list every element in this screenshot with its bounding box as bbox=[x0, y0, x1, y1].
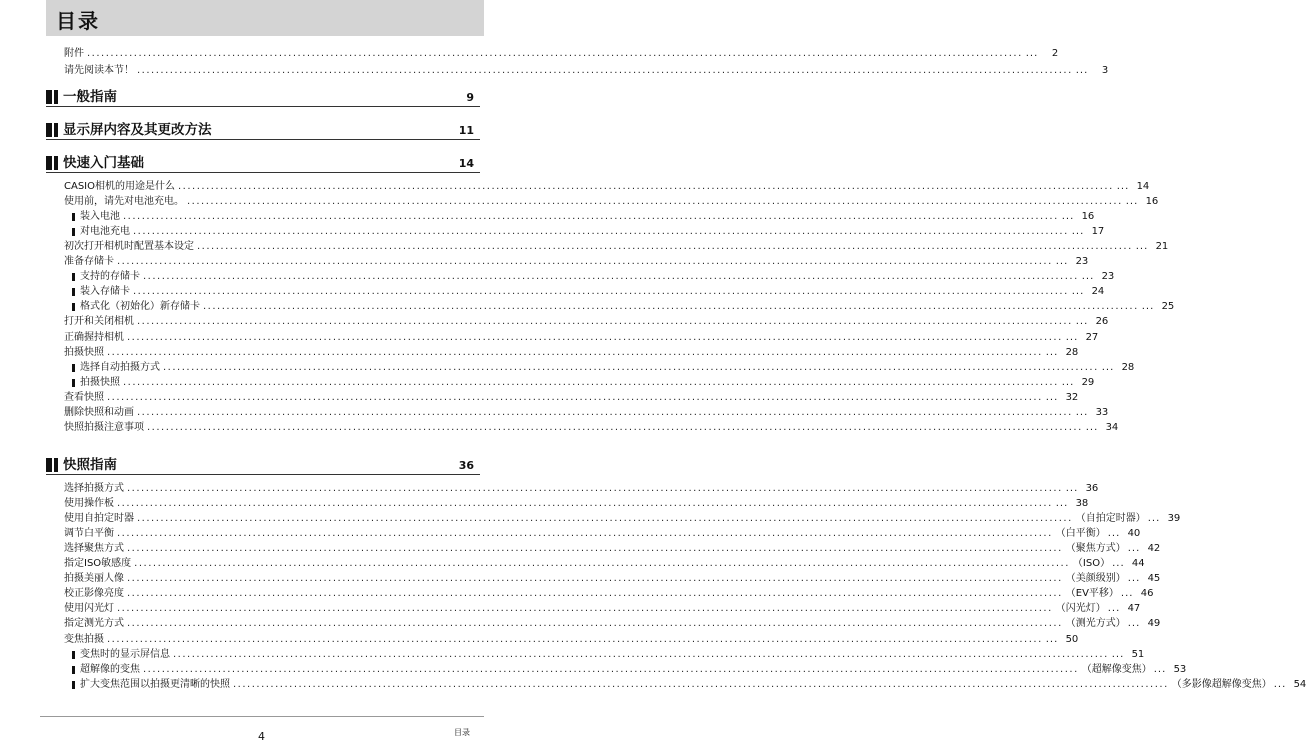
dot-leader: ........................................................................................................................................................................................................ bbox=[127, 573, 1063, 584]
toc-entry-page: 39 bbox=[1167, 513, 1181, 524]
toc-entry-page: 16 bbox=[1145, 196, 1159, 207]
dot-leader: ........................................................................................................................................................................................................ bbox=[107, 392, 1043, 403]
dot-leader: ........................................................................................................................................................................................................ bbox=[147, 422, 1083, 433]
dot-leader-end: ... bbox=[1120, 588, 1134, 599]
dot-leader: ........................................................................................................................................................................................................ bbox=[163, 362, 1099, 373]
dot-leader-end: ... bbox=[1061, 377, 1075, 388]
section-title: 显示屏内容及其更改方法 bbox=[63, 122, 212, 138]
dot-leader-end: ... bbox=[1071, 286, 1085, 297]
toc-entry-label: 对电池充电 bbox=[80, 226, 130, 237]
toc-entry-page: 16 bbox=[1081, 211, 1095, 222]
toc-entry-note: （美颜级别） bbox=[1065, 573, 1126, 584]
dot-leader: ........................................................................................................................................................................................................ bbox=[127, 332, 1063, 343]
dot-leader: ........................................................................................................................................................................................................ bbox=[143, 664, 1079, 675]
toc-entry-label: 使用自拍定时器 bbox=[64, 513, 134, 524]
toc-entry[interactable] bbox=[64, 496, 1089, 510]
dot-leader-end: ... bbox=[1111, 649, 1125, 660]
toc-entry-label: 选择自动拍摄方式 bbox=[80, 362, 160, 373]
footer-divider bbox=[40, 716, 484, 717]
toc-subentry[interactable] bbox=[72, 375, 1095, 389]
toc-subentry[interactable] bbox=[72, 224, 1105, 238]
toc-entry-label: 变焦时的显示屏信息 bbox=[80, 649, 170, 660]
dot-leader: ........................................................................................................................................................................................................ bbox=[107, 634, 1043, 645]
toc-entry-label: 调节白平衡 bbox=[64, 528, 114, 539]
dot-leader-end: ... bbox=[1125, 196, 1139, 207]
toc-entry[interactable] bbox=[64, 541, 1161, 555]
dot-leader: ........................................................................................................................................................................................................ bbox=[233, 679, 1169, 690]
dot-leader: ........................................................................................................................................................................................................ bbox=[133, 286, 1069, 297]
toc-entry-label: 查看快照 bbox=[64, 392, 104, 403]
dot-leader: ........................................................................................................................................................................................................ bbox=[137, 316, 1073, 327]
toc-entry-page: 50 bbox=[1065, 634, 1079, 645]
bullet-marker-icon bbox=[72, 666, 75, 674]
toc-entry-label: 初次打开相机时配置基本设定 bbox=[64, 241, 194, 252]
toc-entry-page: 46 bbox=[1140, 588, 1154, 599]
dot-leader-end: ... bbox=[1135, 241, 1149, 252]
toc-entry-label: 指定ISO敏感度 bbox=[64, 558, 132, 569]
dot-leader-end: ... bbox=[1075, 316, 1089, 327]
toc-entry[interactable] bbox=[64, 194, 1159, 208]
section-page: 9 bbox=[466, 91, 474, 104]
toc-entry[interactable] bbox=[64, 601, 1141, 615]
dot-leader-end: ... bbox=[1045, 347, 1059, 358]
toc-entry-note: （测光方式） bbox=[1065, 618, 1126, 629]
dot-leader-end: ... bbox=[1045, 392, 1059, 403]
toc-entry-label: 指定测光方式 bbox=[64, 618, 124, 629]
toc-entry-label: 附件 bbox=[64, 48, 84, 59]
toc-subentry[interactable] bbox=[72, 209, 1095, 223]
dot-leader: ........................................................................................................................................................................................................ bbox=[133, 226, 1069, 237]
toc-entry[interactable] bbox=[64, 586, 1154, 600]
toc-entry-page: 24 bbox=[1091, 286, 1105, 297]
dot-leader-end: ... bbox=[1127, 618, 1141, 629]
toc-entry-page: 51 bbox=[1131, 649, 1145, 660]
dot-leader: ........................................................................................................................................................................................................ bbox=[127, 588, 1063, 599]
toc-subentry[interactable] bbox=[72, 647, 1145, 661]
bullet-marker-icon bbox=[72, 364, 75, 372]
toc-entry-label: 变焦拍摄 bbox=[64, 634, 104, 645]
dot-leader: ........................................................................................................................................................................................................ bbox=[117, 498, 1053, 509]
toc-entry-label: 使用闪光灯 bbox=[64, 603, 114, 614]
toc-entry-label: 超解像的变焦 bbox=[80, 664, 140, 675]
dot-leader: ........................................................................................................................................................................................................ bbox=[137, 407, 1073, 418]
toc-entry[interactable] bbox=[64, 571, 1161, 585]
toc-entry-label: 格式化（初始化）新存储卡 bbox=[80, 301, 200, 312]
toc-entry-label: 拍摄快照 bbox=[64, 347, 104, 358]
dot-leader: ........................................................................................................................................................................................................ bbox=[123, 377, 1059, 388]
toc-entry-label: 扩大变焦范围以拍摄更清晰的快照 bbox=[80, 679, 230, 690]
dot-leader: ........................................................................................................................................................................................................ bbox=[117, 603, 1053, 614]
dot-leader-end: ... bbox=[1116, 181, 1130, 192]
toc-entry-label: 请先阅读本节！ bbox=[64, 65, 134, 76]
toc-entry[interactable] bbox=[64, 616, 1161, 630]
toc-entry-label: CASIO相机的用途是什么 bbox=[64, 181, 175, 192]
dot-leader-end: ... bbox=[1055, 498, 1069, 509]
dot-leader-end: ... bbox=[1045, 634, 1059, 645]
page-header bbox=[46, 0, 484, 36]
section-title: 快速入门基础 bbox=[63, 155, 144, 171]
toc-entry[interactable] bbox=[64, 390, 1079, 404]
dot-leader-end: ... bbox=[1061, 211, 1075, 222]
toc-entry-page: 3 bbox=[1101, 65, 1109, 76]
dot-leader-end: ... bbox=[1055, 256, 1069, 267]
toc-entry[interactable] bbox=[64, 526, 1141, 540]
toc-entry-page: 33 bbox=[1095, 407, 1109, 418]
toc-subentry[interactable] bbox=[72, 662, 1187, 676]
dot-leader-end: ... bbox=[1075, 65, 1089, 76]
toc-entry[interactable] bbox=[64, 46, 1059, 60]
toc-entry-note: （闪光灯） bbox=[1055, 603, 1106, 614]
section-marker-icon bbox=[46, 458, 59, 472]
toc-entry-label: 使用前，请先对电池充电。 bbox=[64, 196, 184, 207]
dot-leader: ........................................................................................................................................................................................................ bbox=[137, 65, 1073, 76]
dot-leader: ........................................................................................................................................................................................................ bbox=[127, 543, 1063, 554]
dot-leader: ........................................................................................................................................................................................................ bbox=[107, 347, 1043, 358]
bullet-marker-icon bbox=[72, 681, 75, 689]
toc-subentry[interactable] bbox=[72, 360, 1135, 374]
toc-entry[interactable] bbox=[64, 405, 1109, 419]
toc-entry-page: 26 bbox=[1095, 316, 1109, 327]
section-marker-icon bbox=[46, 123, 59, 137]
bullet-marker-icon bbox=[72, 273, 75, 281]
section-title: 快照指南 bbox=[63, 457, 117, 473]
toc-entry[interactable] bbox=[64, 345, 1079, 359]
dot-leader-end: ... bbox=[1075, 407, 1089, 418]
toc-entry-page: 49 bbox=[1147, 618, 1161, 629]
dot-leader-end: ... bbox=[1107, 528, 1121, 539]
section-page: 36 bbox=[458, 459, 474, 472]
dot-leader: ........................................................................................................................................................................................................ bbox=[123, 211, 1059, 222]
toc-subentry[interactable] bbox=[72, 269, 1115, 283]
toc-entry-page: 53 bbox=[1173, 664, 1187, 675]
toc-entry[interactable] bbox=[64, 511, 1181, 525]
toc-entry-page: 42 bbox=[1147, 543, 1161, 554]
toc-entry[interactable] bbox=[64, 239, 1169, 253]
toc-entry-page: 38 bbox=[1075, 498, 1089, 509]
bullet-marker-icon bbox=[72, 228, 75, 236]
toc-entry-page: 23 bbox=[1075, 256, 1089, 267]
dot-leader-end: ... bbox=[1153, 664, 1167, 675]
toc-entry-note: （ISO） bbox=[1072, 558, 1111, 569]
toc-entry-page: 45 bbox=[1147, 573, 1161, 584]
dot-leader: ........................................................................................................................................................................................................ bbox=[127, 618, 1063, 629]
toc-entry[interactable] bbox=[64, 330, 1099, 344]
toc-entry-note: （聚焦方式） bbox=[1065, 543, 1126, 554]
bullet-marker-icon bbox=[72, 379, 75, 387]
toc-entry[interactable] bbox=[64, 254, 1089, 268]
toc-subentry[interactable] bbox=[72, 284, 1105, 298]
dot-leader: ........................................................................................................................................................................................................ bbox=[187, 196, 1123, 207]
dot-leader-end: ... bbox=[1112, 558, 1125, 569]
toc-entry-label: 校正影像亮度 bbox=[64, 588, 124, 599]
dot-leader: ........................................................................................................................................................................................................ bbox=[197, 241, 1133, 252]
toc-entry-page: 36 bbox=[1085, 483, 1099, 494]
dot-leader-end: ... bbox=[1273, 679, 1287, 690]
toc-entry[interactable] bbox=[64, 63, 1109, 77]
bullet-marker-icon bbox=[72, 213, 75, 221]
dot-leader: ........................................................................................................................................................................................................ bbox=[87, 48, 1023, 59]
dot-leader: ........................................................................................................................................................................................................ bbox=[143, 271, 1079, 282]
section-header[interactable] bbox=[46, 121, 480, 140]
toc-entry-label: 选择拍摄方式 bbox=[64, 483, 124, 494]
dot-leader-end: ... bbox=[1141, 301, 1155, 312]
toc-entry-label: 使用操作板 bbox=[64, 498, 114, 509]
toc-entry-page: 27 bbox=[1085, 332, 1099, 343]
toc-entry-label: 装入电池 bbox=[80, 211, 120, 222]
dot-leader: ........................................................................................................................................................................................................ bbox=[134, 558, 1070, 569]
toc-entry-label: 选择聚焦方式 bbox=[64, 543, 124, 554]
toc-entry-label: 正确握持相机 bbox=[64, 332, 124, 343]
toc-entry[interactable] bbox=[64, 420, 1119, 434]
section-marker-icon bbox=[46, 90, 59, 104]
toc-entry-page: 29 bbox=[1081, 377, 1095, 388]
bullet-marker-icon bbox=[72, 303, 75, 311]
dot-leader: ........................................................................................................................................................................................................ bbox=[178, 181, 1114, 192]
bullet-marker-icon bbox=[72, 288, 75, 296]
toc-entry[interactable] bbox=[64, 179, 1150, 193]
toc-entry-label: 拍摄美丽人像 bbox=[64, 573, 124, 584]
section-page: 14 bbox=[458, 157, 474, 170]
dot-leader: ........................................................................................................................................................................................................ bbox=[137, 513, 1073, 524]
toc-entry-page: 28 bbox=[1121, 362, 1135, 373]
dot-leader-end: ... bbox=[1085, 422, 1099, 433]
dot-leader-end: ... bbox=[1065, 332, 1079, 343]
dot-leader: ........................................................................................................................................................................................................ bbox=[117, 256, 1053, 267]
section-page: 11 bbox=[458, 124, 474, 137]
toc-entry[interactable] bbox=[64, 481, 1099, 495]
toc-entry-page: 28 bbox=[1065, 347, 1079, 358]
toc-subentry[interactable] bbox=[72, 677, 1306, 691]
section-header[interactable] bbox=[46, 88, 480, 107]
toc-subentry[interactable] bbox=[72, 299, 1175, 313]
dot-leader-end: ... bbox=[1025, 48, 1039, 59]
toc-entry-page: 23 bbox=[1101, 271, 1115, 282]
toc-entry-label: 打开和关闭相机 bbox=[64, 316, 134, 327]
toc-entry-page: 14 bbox=[1136, 181, 1150, 192]
toc-entry-page: 44 bbox=[1131, 558, 1145, 569]
section-title: 一般指南 bbox=[63, 89, 117, 105]
footer-page-number: 4 bbox=[258, 730, 265, 743]
dot-leader: ........................................................................................................................................................................................................ bbox=[117, 528, 1053, 539]
dot-leader-end: ... bbox=[1147, 513, 1161, 524]
toc-entry-note: （白平衡） bbox=[1055, 528, 1106, 539]
dot-leader: ........................................................................................................................................................................................................ bbox=[127, 483, 1063, 494]
toc-entry-page: 17 bbox=[1091, 226, 1105, 237]
dot-leader: ........................................................................................................................................................................................................ bbox=[173, 649, 1109, 660]
dot-leader-end: ... bbox=[1065, 483, 1079, 494]
toc-entry[interactable] bbox=[64, 556, 1145, 570]
dot-leader: ........................................................................................................................................................................................................ bbox=[203, 301, 1139, 312]
toc-entry-page: 34 bbox=[1105, 422, 1119, 433]
page-title: 目录 bbox=[56, 9, 100, 33]
toc-entry-page: 47 bbox=[1127, 603, 1141, 614]
toc-entry-label: 删除快照和动画 bbox=[64, 407, 134, 418]
toc-entry-page: 2 bbox=[1051, 48, 1059, 59]
toc-entry-note: （超解像变焦） bbox=[1081, 664, 1152, 675]
dot-leader-end: ... bbox=[1071, 226, 1085, 237]
toc-entry-label: 拍摄快照 bbox=[80, 377, 120, 388]
section-header[interactable] bbox=[46, 154, 480, 173]
toc-entry[interactable] bbox=[64, 632, 1079, 646]
section-header[interactable] bbox=[46, 456, 480, 475]
toc-entry-note: （多影像超解像变焦） bbox=[1171, 679, 1272, 690]
toc-entry[interactable] bbox=[64, 314, 1109, 328]
toc-entry-page: 32 bbox=[1065, 392, 1079, 403]
toc-entry-note: （自拍定时器） bbox=[1075, 513, 1146, 524]
dot-leader-end: ... bbox=[1101, 362, 1115, 373]
toc-entry-label: 支持的存储卡 bbox=[80, 271, 140, 282]
toc-entry-page: 25 bbox=[1161, 301, 1175, 312]
footer-contents-link[interactable]: 目录 bbox=[454, 728, 470, 737]
toc-entry-label: 装入存储卡 bbox=[80, 286, 130, 297]
toc-entry-label: 快照拍摄注意事项 bbox=[64, 422, 144, 433]
toc-entry-page: 40 bbox=[1127, 528, 1141, 539]
dot-leader-end: ... bbox=[1127, 543, 1141, 554]
toc-entry-page: 21 bbox=[1155, 241, 1169, 252]
section-marker-icon bbox=[46, 156, 59, 170]
dot-leader-end: ... bbox=[1127, 573, 1141, 584]
toc-entry-note: （EV平移） bbox=[1065, 588, 1119, 599]
toc-entry-label: 准备存储卡 bbox=[64, 256, 114, 267]
toc-entry-page: 54 bbox=[1293, 679, 1306, 690]
dot-leader-end: ... bbox=[1081, 271, 1095, 282]
dot-leader-end: ... bbox=[1107, 603, 1121, 614]
bullet-marker-icon bbox=[72, 651, 75, 659]
